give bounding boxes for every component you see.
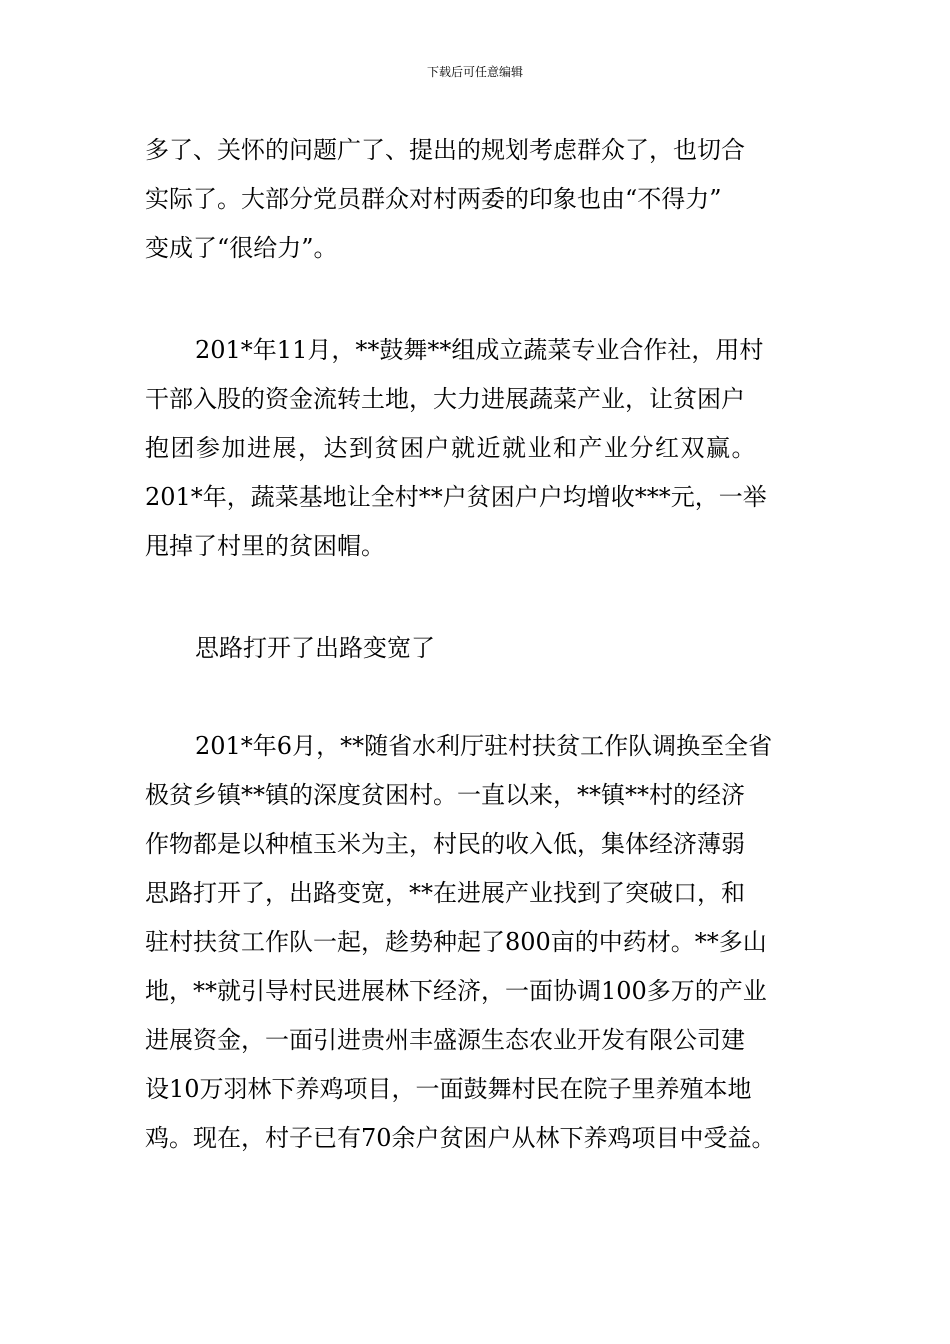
text-line: 地，**就引导村民进展林下经济，一面协调100多万的产业	[145, 977, 767, 1005]
text-line: 作物都是以种植玉米为主，村民的收入低，集体经济薄弱	[145, 830, 745, 858]
paragraph-1	[145, 126, 815, 273]
section-heading	[145, 624, 815, 673]
section-heading-text: 思路打开了出路变宽了	[195, 634, 435, 662]
text-line: 设10万羽林下养鸡项目，一面鼓舞村民在院子里养殖本地	[145, 1075, 752, 1103]
text-line: 201*年11月，**鼓舞**组成立蔬菜专业合作社，用村	[195, 336, 764, 364]
paragraph-4	[145, 722, 815, 1163]
text-line: 甩掉了村里的贫困帽。	[145, 532, 385, 560]
text-line: 实际了。大部分党员群众对村两委的印象也由“不得力”	[145, 185, 722, 213]
paragraph-2	[145, 326, 815, 571]
text-line: 201*年，蔬菜基地让全村**户贫困户户均增收***元，一举	[145, 483, 767, 511]
text-line: 干部入股的资金流转土地，大力进展蔬菜产业，让贫困户	[145, 385, 745, 413]
text-line: 思路打开了，出路变宽，**在进展产业找到了突破口，和	[145, 879, 745, 907]
text-line: 进展资金，一面引进贵州丰盛源生态农业开发有限公司建	[145, 1026, 745, 1054]
page-header: 下载后可任意编辑	[426, 65, 523, 79]
text-line: 多了、关怀的问题广了、提出的规划考虑群众了，也切合	[145, 136, 745, 164]
text-line: 鸡。现在，村子已有70余户贫困户从林下养鸡项目中受益。	[145, 1124, 776, 1152]
text-line: 201*年6月，**随省水利厅驻村扶贫工作队调换至全省	[195, 732, 773, 760]
text-line: 变成了“很给力”。	[145, 234, 338, 262]
text-line: 抱团参加进展，达到贫困户就近就业和产业分红双赢。	[145, 434, 757, 462]
text-line: 驻村扶贫工作队一起，趁势种起了800亩的中药材。**多山	[145, 928, 767, 956]
text-line: 极贫乡镇**镇的深度贫困村。一直以来，**镇**村的经济	[145, 781, 745, 809]
